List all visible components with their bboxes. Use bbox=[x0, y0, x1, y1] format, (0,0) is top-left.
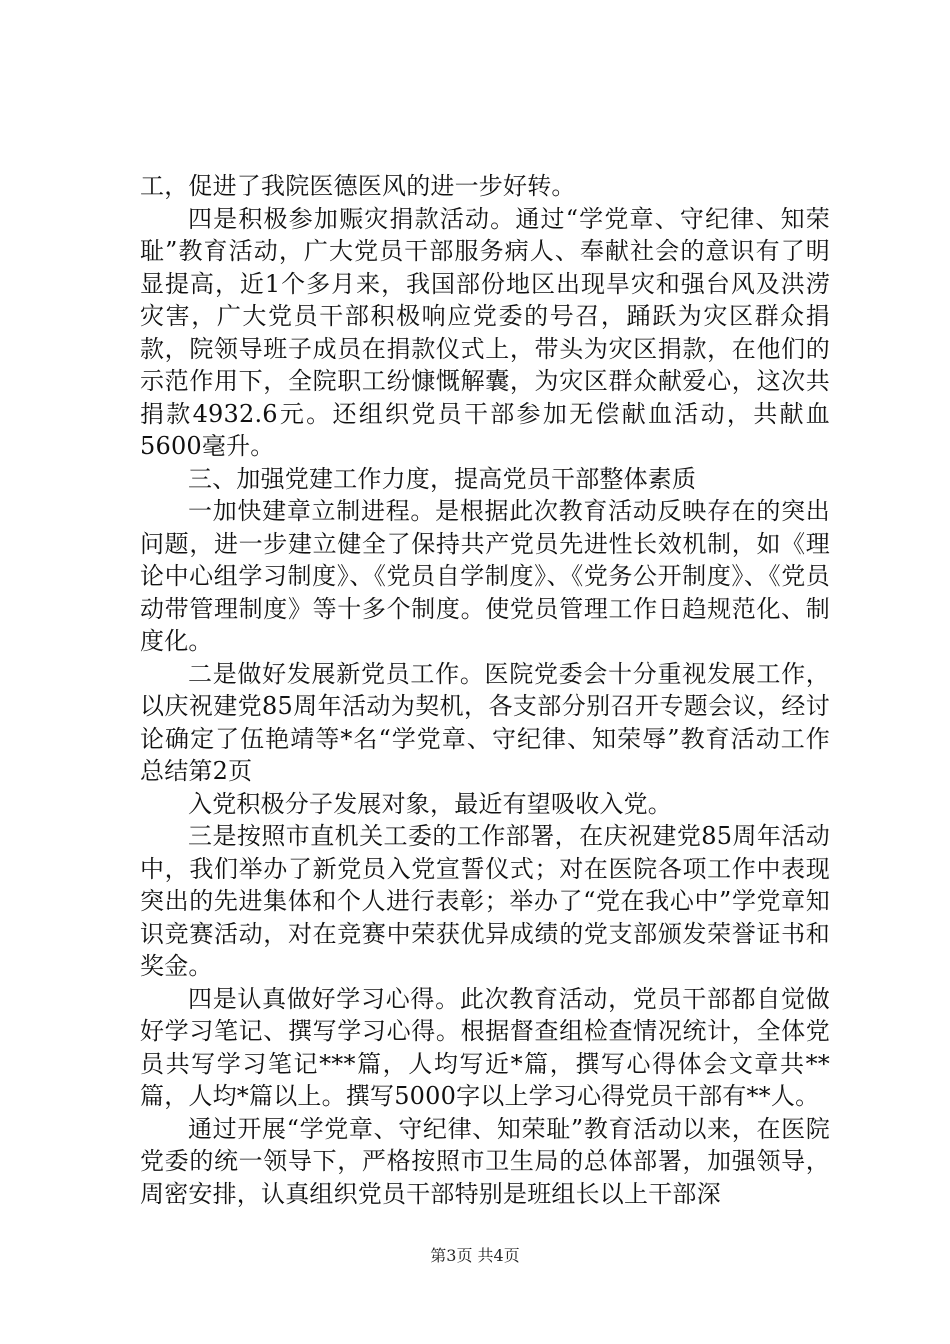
paragraph-summary: 通过开展“学党章、守纪律、知荣耻”教育活动以来，在医院党委的统一领导下，严格按照市卫生局的总体部署，加强领导，周密安排，认真组织党员干部特别是班组长以上干部深 bbox=[140, 1114, 830, 1208]
paragraph-disaster-donation: 四是积极参加赈灾捐款活动。通过“学党章、守纪律、知荣耻”教育活动，广大党员干部服务病人、奉献社会的意识有了明显提高，近1个多月来，我国部份地区出现旱灾和强台风及洪涝灾害，广大党员干部积极响应党委的号召，踊跃为灾区群众捐款，院领导班子成员在捐款仪式上，带头为灾区捐款，在他们的示范作用下，全院职工纷慷慨解囊，为灾区群众献爱心，这次共捐款4932.6元。还组织党员干部参加无偿献血活动，共献血5600毫升。 bbox=[140, 204, 830, 460]
section-heading-party-building: 三、加强党建工作力度，提高党员干部整体素质 bbox=[188, 464, 697, 493]
paragraph-new-members: 二是做好发展新党员工作。医院党委会十分重视发展工作，以庆祝建党85周年活动为契机，各支部分别召开专题会议，经讨论确定了伍艳靖等*名“学党章、守纪律、知荣辱”教育活动工作总结第2页 bbox=[140, 659, 830, 785]
paragraph-anniversary-activities: 三是按照市直机关工委的工作部署，在庆祝建党85周年活动中，我们举办了新党员入党宣誓仪式；对在医院各项工作中表现突出的先进集体和个人进行表彰；举办了“党在我心中”学党章知识竞赛活动，对在竞赛中荣获优异成绩的党支部颁发荣誉证书和奖金。 bbox=[140, 822, 830, 980]
paragraph-candidates: 入党积极分子发展对象，最近有望吸收入党。 bbox=[188, 789, 672, 818]
paragraph-continuation: 工，促进了我院医德医风的进一步好转。 bbox=[140, 172, 576, 200]
paragraph-rules-system: 一加快建章立制进程。是根据此次教育活动反映存在的突出问题，进一步建立健全了保持共产党员先进性长效机制，如《理论中心组学习制度》、《党员自学制度》、《党务公开制度》、《党员动带管理制度》等十多个制度。使党员管理工作日趋规范化、制度化。 bbox=[140, 497, 830, 655]
document-body bbox=[140, 170, 830, 1210]
paragraph-study-notes: 四是认真做好学习心得。此次教育活动，党员干部都自觉做好学习笔记、撰写学习心得。根据督查组检查情况统计，全体党员共写学习笔记***篇，人均写近*篇，撰写心得体会文章共**篇，人均*篇以上。撰写5000字以上学习心得党员干部有**人。 bbox=[140, 984, 830, 1110]
page-footer: 第3页 共4页 bbox=[430, 1246, 520, 1265]
